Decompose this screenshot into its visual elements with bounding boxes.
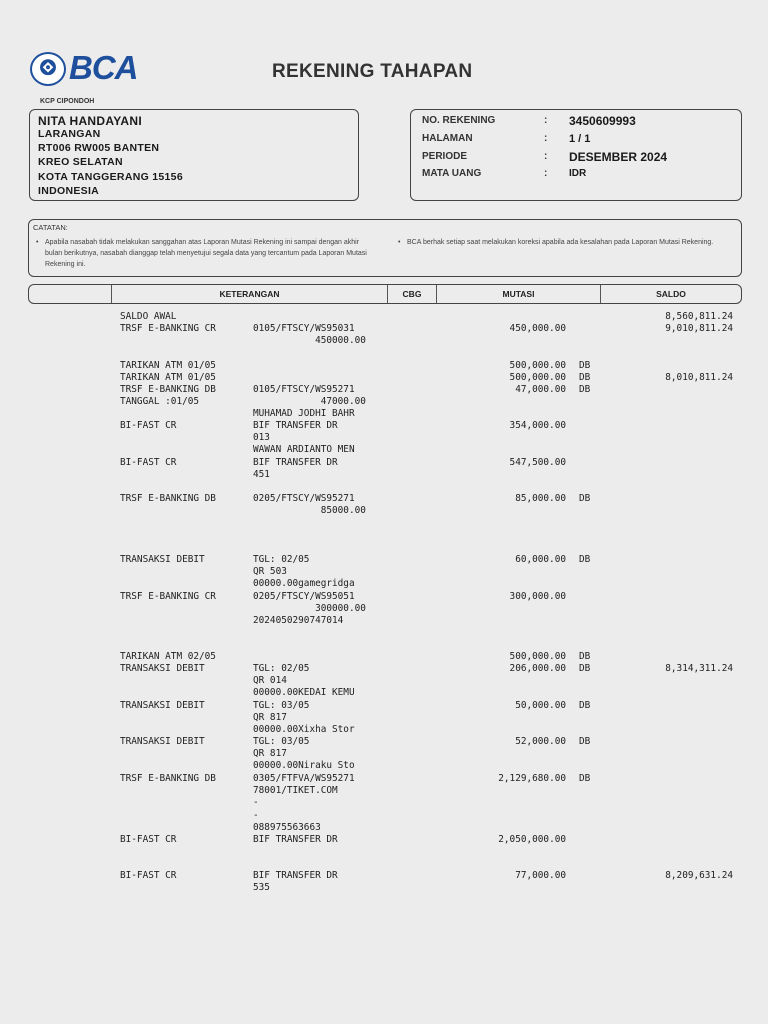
detail-line: WAWAN ARDIANTO MEN	[253, 444, 355, 456]
detail-line: TGL: 03/05	[253, 700, 310, 711]
detail-line: 013	[253, 432, 270, 444]
page-value: 1 / 1	[569, 133, 591, 145]
branch-name: KCP CIPONDOH	[40, 98, 95, 105]
column-header-cbg: CBG	[402, 289, 422, 299]
row-keterangan: BI-FAST CR	[120, 834, 177, 845]
row-keterangan: TRSF E-BANKING CR	[120, 591, 216, 602]
row-detail	[253, 663, 355, 700]
row-keterangan: TRANSAKSI DEBIT	[120, 700, 205, 711]
row-saldo: 8,010,811.24	[665, 372, 733, 383]
detail-line: 451	[253, 469, 270, 481]
row-keterangan: TRANSAKSI DEBIT	[120, 663, 205, 674]
row-keterangan: TRSF E-BANKING DB TANGGAL :01/05	[120, 384, 216, 408]
row-saldo: 8,314,311.24	[665, 663, 733, 674]
bank-name: BCA	[69, 49, 138, 86]
row-keterangan: TRSF E-BANKING DB	[120, 493, 216, 504]
detail-line: TGL: 02/05	[253, 554, 310, 565]
row-db-flag: DB	[579, 360, 591, 371]
row-mutasi: 85,000.00	[515, 493, 566, 504]
row-keterangan: TARIKAN ATM 01/05	[120, 360, 216, 371]
account-number-label: NO. REKENING	[422, 115, 496, 126]
detail-line: 2024050290747014	[253, 615, 344, 627]
row-detail	[253, 420, 355, 457]
detail-line: TGL: 02/05	[253, 663, 310, 674]
column-header-mutasi: MUTASI	[502, 289, 535, 299]
row-db-flag: DB	[579, 663, 591, 674]
row-detail	[253, 773, 355, 834]
notes-title: CATATAN:	[33, 223, 68, 232]
row-keterangan: TRANSAKSI DEBIT	[120, 554, 205, 565]
row-db-flag: DB	[579, 372, 591, 383]
detail-line: 535	[253, 882, 270, 894]
detail-line: 300000.00	[253, 603, 366, 615]
detail-line: 00000.00Xixha Stor	[253, 724, 355, 736]
row-detail	[253, 591, 366, 628]
address-line: KREO SELATAN	[38, 156, 123, 168]
row-db-flag: DB	[579, 554, 591, 565]
separator: :	[544, 168, 548, 179]
address-line: LARANGAN	[38, 128, 101, 140]
row-detail	[253, 493, 366, 517]
currency-label: MATA UANG	[422, 168, 482, 179]
row-mutasi: 60,000.00	[515, 554, 566, 565]
detail-line: BIF TRANSFER DR	[253, 834, 338, 845]
column-header-saldo: SALDO	[656, 289, 686, 299]
row-detail	[253, 700, 355, 737]
detail-line: QR 014	[253, 675, 287, 687]
detail-line: 0105/FTSCY/WS95271	[253, 384, 355, 395]
note-item: • Apabila nasabah tidak melakukan sanggahan atas Laporan Mutasi Rekening ini sampai dengan akhir bulan berikutnya, nasabah dianggap telah menyetujui segala data yang tercantum pada Laporan Mutasi Rekening ini.	[36, 237, 376, 270]
row-mutasi: 77,000.00	[515, 870, 566, 881]
row-keterangan: BI-FAST CR	[120, 870, 177, 881]
detail-line: -	[253, 809, 259, 821]
detail-line: 0105/FTSCY/WS95031	[253, 323, 355, 334]
currency-value: IDR	[569, 168, 587, 179]
row-detail	[253, 834, 338, 846]
row-detail	[253, 323, 366, 347]
detail-line: MUHAMAD JODHI BAHR	[253, 408, 355, 420]
row-saldo: 9,010,811.24	[665, 323, 733, 334]
detail-line: 0205/FTSCY/WS95271	[253, 493, 355, 504]
row-mutasi: 50,000.00	[515, 700, 566, 711]
row-mutasi: 450,000.00	[509, 323, 566, 334]
detail-line: 00000.00KEDAI KEMU	[253, 687, 355, 699]
row-keterangan: SALDO AWAL	[120, 311, 177, 322]
detail-line: 088975563663	[253, 821, 321, 833]
detail-line: 0205/FTSCY/WS95051	[253, 591, 355, 602]
row-keterangan: BI-FAST CR	[120, 457, 177, 468]
detail-line: QR 817	[253, 712, 287, 724]
row-mutasi: 500,000.00	[509, 651, 566, 662]
row-keterangan: TARIKAN ATM 02/05	[120, 651, 216, 662]
row-keterangan: TARIKAN ATM 01/05	[120, 372, 216, 383]
page-label: HALAMAN	[422, 133, 473, 144]
row-db-flag: DB	[579, 384, 591, 395]
column-header-keterangan: KETERANGAN	[219, 289, 280, 299]
account-number-value: 3450609993	[569, 114, 636, 128]
address-line: RT006 RW005 BANTEN	[38, 142, 160, 154]
row-keterangan: TRSF E-BANKING DB	[120, 773, 216, 784]
row-mutasi: 300,000.00	[509, 591, 566, 602]
row-mutasi: 47,000.00	[515, 384, 566, 395]
detail-line: BIF TRANSFER DR	[253, 420, 338, 431]
detail-line: 78001/TIKET.COM	[253, 785, 338, 797]
separator: :	[544, 151, 548, 162]
detail-line: 85000.00	[253, 505, 366, 517]
row-mutasi: 354,000.00	[509, 420, 566, 431]
detail-line: BIF TRANSFER DR	[253, 457, 338, 468]
document-title: REKENING TAHAPAN	[272, 61, 473, 82]
row-db-flag: DB	[579, 736, 591, 747]
row-keterangan: TRSF E-BANKING CR	[120, 323, 216, 334]
customer-name: NITA HANDAYANI	[38, 114, 142, 128]
detail-line: QR 817	[253, 748, 287, 760]
detail-line: 00000.00Niraku Sto	[253, 760, 355, 772]
row-saldo: 8,209,631.24	[665, 870, 733, 881]
row-mutasi: 52,000.00	[515, 736, 566, 747]
detail-line: -	[253, 797, 259, 809]
row-detail	[253, 554, 355, 591]
bca-logo-icon	[30, 52, 66, 86]
row-saldo: 8,560,811.24	[665, 311, 733, 322]
period-value: DESEMBER 2024	[569, 150, 668, 164]
row-keterangan: TRANSAKSI DEBIT	[120, 736, 205, 747]
row-detail	[253, 736, 355, 773]
row-mutasi: 206,000.00	[509, 663, 566, 674]
row-db-flag: DB	[579, 651, 591, 662]
separator: :	[544, 115, 548, 126]
row-detail	[253, 457, 338, 481]
row-mutasi: 547,500.00	[509, 457, 566, 468]
row-db-flag: DB	[579, 700, 591, 711]
note-item: • BCA berhak setiap saat melakukan koreksi apabila ada kesalahan pada Laporan Mutasi Rekening.	[398, 237, 738, 248]
address-line: KOTA TANGGERANG 15156	[38, 171, 183, 183]
detail-line: 00000.00gamegridga	[253, 578, 355, 590]
separator: :	[544, 133, 548, 144]
detail-line: 450000.00	[253, 335, 366, 347]
detail-line: 47000.00	[253, 396, 366, 408]
row-db-flag: DB	[579, 493, 591, 504]
address-line: INDONESIA	[38, 185, 100, 197]
detail-line: TGL: 03/05	[253, 736, 310, 747]
row-keterangan: BI-FAST CR	[120, 420, 177, 431]
row-db-flag: DB	[579, 773, 591, 784]
row-mutasi: 2,129,680.00	[498, 773, 566, 784]
detail-line: 0305/FTFVA/WS95271	[253, 773, 355, 784]
row-mutasi: 500,000.00	[509, 360, 566, 371]
row-detail	[253, 384, 366, 421]
detail-line: QR 503	[253, 566, 287, 578]
detail-line: BIF TRANSFER DR	[253, 870, 338, 881]
row-detail	[253, 870, 338, 894]
period-label: PERIODE	[422, 151, 468, 162]
row-mutasi: 2,050,000.00	[498, 834, 566, 845]
row-mutasi: 500,000.00	[509, 372, 566, 383]
